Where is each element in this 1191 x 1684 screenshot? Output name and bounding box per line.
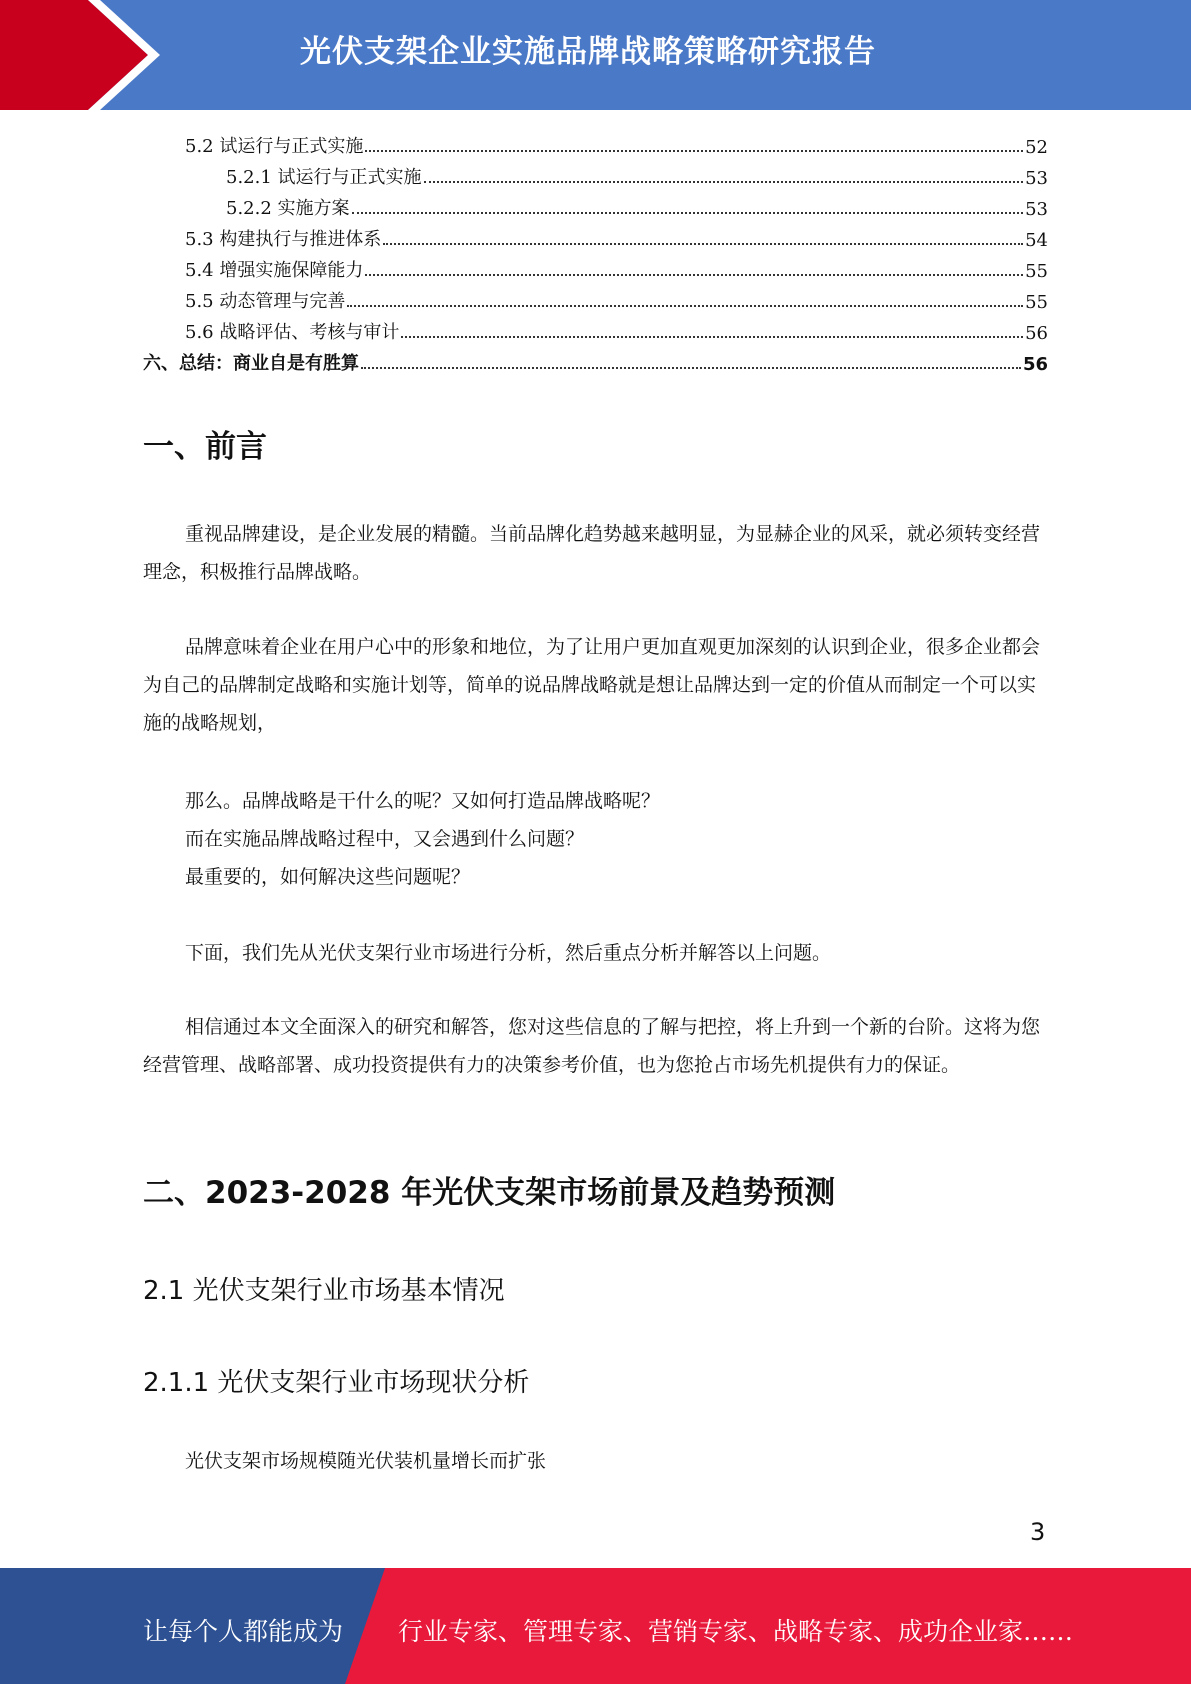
toc-leader	[383, 242, 1023, 245]
toc-entry-5-4[interactable]	[185, 252, 1048, 282]
toc-entry-5-2-1[interactable]	[226, 159, 1048, 189]
toc-leader	[361, 366, 1021, 369]
paragraph-4: 相信通过本文全面深入的研究和解答，您对这些信息的了解与把控，将上升到一个新的台阶。这将为您经营管理、战略部署、成功投资提供有力的决策参考价值，也为您抢占市场先机提供有力的保证。	[143, 1016, 1041, 1076]
subsection-title-2-1-1: 2.1.1 光伏支架行业市场现状分析	[143, 1368, 530, 1398]
subsection-title-2-1: 2.1 光伏支架行业市场基本情况	[143, 1276, 505, 1306]
page-number: 3	[1030, 1518, 1046, 1546]
toc-page: 55	[1025, 292, 1048, 313]
toc-entry-5-6[interactable]	[185, 314, 1048, 344]
toc-entry-5-5[interactable]	[185, 283, 1048, 313]
toc-label: 5.5 动态管理与完善	[185, 291, 346, 312]
page-header	[0, 0, 1191, 110]
paragraph-3: 下面，我们先从光伏支架行业市场进行分析，然后重点分析并解答以上问题。	[185, 942, 832, 964]
paragraph-2: 品牌意味着企业在用户心中的形象和地位，为了让用户更加直观更加深刻的认识到企业，很多企业都会为自己的品牌制定战略和实施计划等，简单的说品牌战略就是想让品牌达到一定的价值从而制定一个可以实施的战略规划，	[143, 636, 1041, 734]
toc-page: 56	[1022, 354, 1048, 375]
toc-page: 53	[1025, 199, 1048, 220]
toc-entry-5-2-2[interactable]	[226, 190, 1048, 220]
toc-label: 5.2.1 试运行与正式实施	[226, 167, 422, 188]
question-1: 那么。品牌战略是干什么的呢？又如何打造品牌战略呢？	[185, 790, 661, 812]
toc-page: 52	[1025, 137, 1048, 158]
toc-label: 5.2 试运行与正式实施	[185, 136, 364, 157]
footer-slogan-left: 让每个人都能成为	[143, 1617, 344, 1646]
toc-leader	[347, 304, 1023, 307]
section-title-preface: 一、前言	[143, 429, 267, 465]
toc-entry-6[interactable]	[143, 345, 1048, 375]
toc-page: 55	[1025, 261, 1048, 282]
toc-entry-5-3[interactable]	[185, 221, 1048, 251]
toc-leader	[365, 273, 1023, 276]
toc-label: 5.3 构建执行与推进体系	[185, 229, 382, 250]
toc-leader	[352, 211, 1024, 214]
toc-page: 56	[1025, 323, 1048, 344]
question-2: 而在实施品牌战略过程中，又会遇到什么问题？	[185, 828, 585, 850]
toc-leader	[401, 335, 1023, 338]
toc-page: 53	[1025, 168, 1048, 189]
section-title-market: 二、2023-2028 年光伏支架市场前景及趋势预测	[143, 1175, 836, 1211]
toc-label: 5.2.2 实施方案	[226, 198, 350, 219]
toc-entry-5-2[interactable]	[185, 128, 1048, 158]
toc-leader	[424, 180, 1024, 183]
toc-leader	[365, 149, 1023, 152]
toc-label: 5.4 增强实施保障能力	[185, 260, 364, 281]
footer-slogan-right: 行业专家、管理专家、营销专家、战略专家、成功企业家……	[398, 1617, 1074, 1646]
header-title: 光伏支架企业实施品牌战略策略研究报告	[300, 34, 876, 70]
paragraph-5: 光伏支架市场规模随光伏装机量增长而扩张	[185, 1450, 547, 1472]
page-footer	[0, 1568, 1191, 1684]
toc-page: 54	[1025, 230, 1048, 251]
toc-label: 5.6 战略评估、考核与审计	[185, 322, 400, 343]
toc-label: 六、总结：商业自是有胜算	[143, 353, 359, 374]
question-3: 最重要的，如何解决这些问题呢？	[185, 866, 471, 888]
paragraph-1: 重视品牌建设，是企业发展的精髓。当前品牌化趋势越来越明显，为显赫企业的风采，就必须转变经营理念，积极推行品牌战略。	[143, 523, 1041, 583]
header-arrow-decoration	[0, 0, 160, 110]
